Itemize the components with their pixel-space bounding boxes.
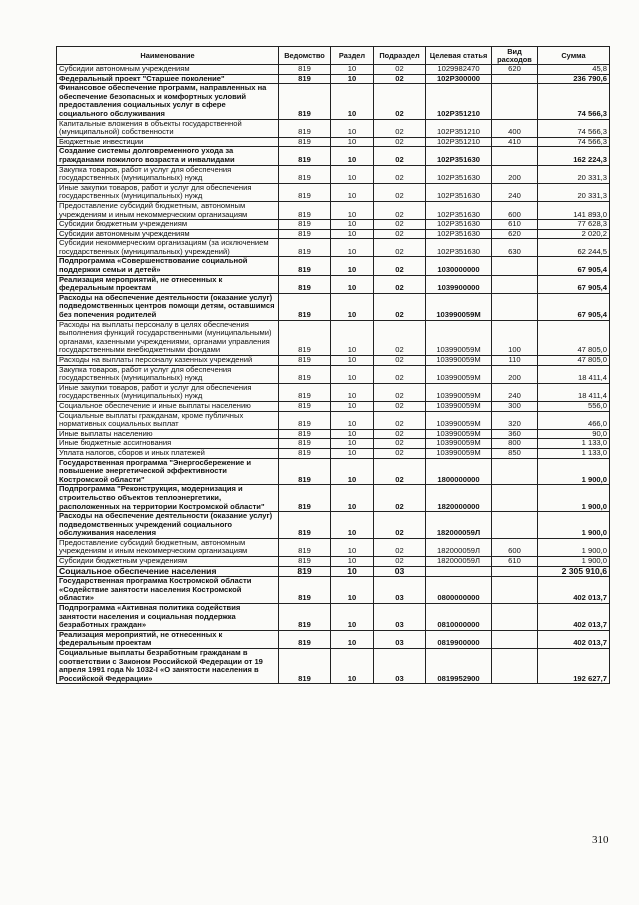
table-row bbox=[57, 239, 610, 257]
cell-celevaya-statya: 1800000000 bbox=[426, 458, 492, 485]
cell-podrazdel: 02 bbox=[374, 365, 426, 383]
cell-vedomstvo: 819 bbox=[279, 604, 331, 631]
cell-razdel: 10 bbox=[331, 119, 374, 137]
cell-summa: 67 905,4 bbox=[538, 275, 610, 293]
cell-razdel: 10 bbox=[331, 458, 374, 485]
cell-summa: 236 790,6 bbox=[538, 74, 610, 84]
cell-name: Государственная программа "Энергосбережение и повышение энергетической эффективности Костромской области" bbox=[57, 458, 279, 485]
cell-razdel: 10 bbox=[331, 239, 374, 257]
table-header-row bbox=[57, 47, 610, 65]
cell-vid-rashodov: 610 bbox=[492, 557, 538, 567]
cell-razdel: 10 bbox=[331, 649, 374, 684]
cell-name: Финансовое обеспечение программ, направленных на обеспечение безопасных и комфортных условий предоставления социальных услуг в сфере социального обслуживания bbox=[57, 84, 279, 119]
cell-name: Социальное обеспечение и иные выплаты населению bbox=[57, 401, 279, 411]
cell-vedomstvo: 819 bbox=[279, 439, 331, 449]
cell-razdel: 10 bbox=[331, 275, 374, 293]
table-row bbox=[57, 566, 610, 577]
cell-razdel: 10 bbox=[331, 229, 374, 239]
cell-summa: 2 305 910,6 bbox=[538, 566, 610, 577]
cell-vedomstvo: 819 bbox=[279, 538, 331, 556]
cell-vid-rashodov bbox=[492, 485, 538, 512]
cell-vid-rashodov: 100 bbox=[492, 320, 538, 355]
cell-podrazdel: 02 bbox=[374, 448, 426, 458]
cell-celevaya-statya: 0819900000 bbox=[426, 630, 492, 648]
cell-name: Предоставление субсидий бюджетным, автономным учреждениям и иным некоммерческим организациям bbox=[57, 201, 279, 219]
table-row bbox=[57, 84, 610, 119]
cell-razdel: 10 bbox=[331, 356, 374, 366]
cell-vid-rashodov: 110 bbox=[492, 356, 538, 366]
table-row bbox=[57, 275, 610, 293]
cell-summa: 1 900,0 bbox=[538, 557, 610, 567]
cell-name: Расходы на выплаты персоналу в целях обеспечения выполнения функций государственными (муниципальными) органами, казенными учреждениями, органами управления государственными внебюджетными фондами bbox=[57, 320, 279, 355]
cell-vid-rashodov bbox=[492, 84, 538, 119]
cell-summa: 1 900,0 bbox=[538, 485, 610, 512]
cell-podrazdel: 03 bbox=[374, 630, 426, 648]
cell-vedomstvo: 819 bbox=[279, 649, 331, 684]
cell-summa: 45,8 bbox=[538, 65, 610, 75]
cell-podrazdel: 03 bbox=[374, 649, 426, 684]
cell-vid-rashodov bbox=[492, 74, 538, 84]
cell-podrazdel: 02 bbox=[374, 183, 426, 201]
cell-celevaya-statya: 102P351630 bbox=[426, 201, 492, 219]
cell-razdel: 10 bbox=[331, 401, 374, 411]
cell-vedomstvo: 819 bbox=[279, 137, 331, 147]
cell-vid-rashodov: 320 bbox=[492, 411, 538, 429]
cell-celevaya-statya: 102P300000 bbox=[426, 74, 492, 84]
cell-celevaya-statya: 102P351210 bbox=[426, 137, 492, 147]
cell-razdel: 10 bbox=[331, 257, 374, 275]
cell-vedomstvo: 819 bbox=[279, 257, 331, 275]
cell-summa: 74 566,3 bbox=[538, 84, 610, 119]
cell-podrazdel: 02 bbox=[374, 401, 426, 411]
cell-celevaya-statya: 103990059М bbox=[426, 320, 492, 355]
cell-razdel: 10 bbox=[331, 74, 374, 84]
cell-razdel: 10 bbox=[331, 577, 374, 604]
cell-summa: 402 013,7 bbox=[538, 577, 610, 604]
cell-podrazdel: 02 bbox=[374, 411, 426, 429]
table-row bbox=[57, 165, 610, 183]
cell-celevaya-statya: 0819952900 bbox=[426, 649, 492, 684]
table-row bbox=[57, 320, 610, 355]
cell-razdel: 10 bbox=[331, 220, 374, 230]
cell-name: Подпрограмма «Совершенствование социальной поддержки семьи и детей» bbox=[57, 257, 279, 275]
table-row bbox=[57, 448, 610, 458]
cell-name: Государственная программа Костромской области «Содействие занятости населения Костромской области» bbox=[57, 577, 279, 604]
cell-celevaya-statya: 0800000000 bbox=[426, 577, 492, 604]
cell-vedomstvo: 819 bbox=[279, 577, 331, 604]
cell-celevaya-statya: 102P351210 bbox=[426, 84, 492, 119]
cell-summa: 1 900,0 bbox=[538, 538, 610, 556]
cell-podrazdel: 02 bbox=[374, 239, 426, 257]
cell-vid-rashodov bbox=[492, 147, 538, 165]
cell-vid-rashodov bbox=[492, 577, 538, 604]
cell-summa: 1 133,0 bbox=[538, 448, 610, 458]
cell-razdel: 10 bbox=[331, 201, 374, 219]
header-vid-rashodov: Вид расходов bbox=[492, 47, 538, 65]
cell-summa: 18 411,4 bbox=[538, 365, 610, 383]
header-podrazdel: Подраздел bbox=[374, 47, 426, 65]
cell-summa: 18 411,4 bbox=[538, 383, 610, 401]
cell-podrazdel: 02 bbox=[374, 201, 426, 219]
cell-vedomstvo: 819 bbox=[279, 201, 331, 219]
cell-summa: 1 900,0 bbox=[538, 512, 610, 539]
cell-vid-rashodov: 240 bbox=[492, 183, 538, 201]
cell-name: Федеральный проект "Старшее поколение" bbox=[57, 74, 279, 84]
cell-podrazdel: 02 bbox=[374, 147, 426, 165]
cell-vedomstvo: 819 bbox=[279, 229, 331, 239]
cell-podrazdel: 02 bbox=[374, 538, 426, 556]
cell-vedomstvo: 819 bbox=[279, 320, 331, 355]
cell-summa: 47 805,0 bbox=[538, 320, 610, 355]
cell-name: Закупка товаров, работ и услуг для обеспечения государственных (муниципальных) нужд bbox=[57, 365, 279, 383]
cell-name: Социальное обеспечение населения bbox=[57, 566, 279, 577]
cell-name: Социальные выплаты гражданам, кроме публичных нормативных социальных выплат bbox=[57, 411, 279, 429]
cell-vedomstvo: 819 bbox=[279, 74, 331, 84]
cell-summa: 1 900,0 bbox=[538, 458, 610, 485]
cell-podrazdel: 02 bbox=[374, 512, 426, 539]
cell-razdel: 10 bbox=[331, 320, 374, 355]
cell-summa: 20 331,3 bbox=[538, 183, 610, 201]
cell-name: Расходы на обеспечение деятельности (оказание услуг) подведомственных центров помощи детям, оставшимся без попечения родителей bbox=[57, 293, 279, 320]
budget-table bbox=[56, 46, 610, 684]
table-row bbox=[57, 257, 610, 275]
cell-razdel: 10 bbox=[331, 566, 374, 577]
cell-vedomstvo: 819 bbox=[279, 365, 331, 383]
cell-podrazdel: 02 bbox=[374, 137, 426, 147]
cell-celevaya-statya: 103990059М bbox=[426, 401, 492, 411]
cell-name: Закупка товаров, работ и услуг для обеспечения государственных (муниципальных) нужд bbox=[57, 165, 279, 183]
cell-celevaya-statya: 1030000000 bbox=[426, 257, 492, 275]
cell-razdel: 10 bbox=[331, 439, 374, 449]
header-name: Наименование bbox=[57, 47, 279, 65]
cell-vedomstvo: 819 bbox=[279, 411, 331, 429]
table-row bbox=[57, 411, 610, 429]
table-row bbox=[57, 577, 610, 604]
cell-podrazdel: 02 bbox=[374, 485, 426, 512]
cell-celevaya-statya: 182000059Л bbox=[426, 512, 492, 539]
table-row bbox=[57, 201, 610, 219]
cell-summa: 556,0 bbox=[538, 401, 610, 411]
cell-summa: 466,0 bbox=[538, 411, 610, 429]
cell-vid-rashodov: 850 bbox=[492, 448, 538, 458]
cell-celevaya-statya: 103990059М bbox=[426, 411, 492, 429]
cell-name: Иные закупки товаров, работ и услуг для обеспечения государственных (муниципальных) нужд bbox=[57, 183, 279, 201]
cell-name: Социальные выплаты безработным гражданам в соответствии с Законом Российской Федерации от 19 апреля 1991 года № 1032-I «О занятости населения в Российской Федерации» bbox=[57, 649, 279, 684]
cell-podrazdel: 02 bbox=[374, 429, 426, 439]
cell-summa: 90,0 bbox=[538, 429, 610, 439]
table-row bbox=[57, 356, 610, 366]
cell-celevaya-statya: 103990059М bbox=[426, 293, 492, 320]
cell-razdel: 10 bbox=[331, 630, 374, 648]
cell-summa: 20 331,3 bbox=[538, 165, 610, 183]
table-row bbox=[57, 365, 610, 383]
cell-vid-rashodov bbox=[492, 604, 538, 631]
cell-vid-rashodov: 300 bbox=[492, 401, 538, 411]
cell-podrazdel: 02 bbox=[374, 229, 426, 239]
cell-celevaya-statya: 103990059М bbox=[426, 365, 492, 383]
cell-podrazdel: 02 bbox=[374, 356, 426, 366]
table-row bbox=[57, 630, 610, 648]
cell-vid-rashodov bbox=[492, 257, 538, 275]
cell-celevaya-statya: 103990059М bbox=[426, 448, 492, 458]
table-row bbox=[57, 183, 610, 201]
cell-podrazdel: 02 bbox=[374, 84, 426, 119]
cell-vedomstvo: 819 bbox=[279, 566, 331, 577]
cell-vedomstvo: 819 bbox=[279, 84, 331, 119]
cell-vedomstvo: 819 bbox=[279, 165, 331, 183]
cell-razdel: 10 bbox=[331, 448, 374, 458]
header-razdel: Раздел bbox=[331, 47, 374, 65]
cell-razdel: 10 bbox=[331, 293, 374, 320]
cell-name: Иные закупки товаров, работ и услуг для обеспечения государственных (муниципальных) нужд bbox=[57, 383, 279, 401]
cell-razdel: 10 bbox=[331, 538, 374, 556]
cell-vedomstvo: 819 bbox=[279, 147, 331, 165]
cell-vedomstvo: 819 bbox=[279, 512, 331, 539]
header-vedomstvo: Ведомство bbox=[279, 47, 331, 65]
cell-summa: 77 628,3 bbox=[538, 220, 610, 230]
cell-podrazdel: 02 bbox=[374, 74, 426, 84]
cell-vedomstvo: 819 bbox=[279, 183, 331, 201]
cell-razdel: 10 bbox=[331, 383, 374, 401]
cell-summa: 74 566,3 bbox=[538, 119, 610, 137]
cell-name: Иные выплаты населению bbox=[57, 429, 279, 439]
table-row bbox=[57, 538, 610, 556]
cell-razdel: 10 bbox=[331, 84, 374, 119]
cell-name: Субсидии бюджетным учреждениям bbox=[57, 220, 279, 230]
cell-vid-rashodov: 600 bbox=[492, 201, 538, 219]
cell-vedomstvo: 819 bbox=[279, 401, 331, 411]
cell-vid-rashodov bbox=[492, 275, 538, 293]
cell-name: Субсидии бюджетным учреждениям bbox=[57, 557, 279, 567]
cell-vid-rashodov: 630 bbox=[492, 239, 538, 257]
cell-name: Расходы на выплаты персоналу казенных учреждений bbox=[57, 356, 279, 366]
cell-vedomstvo: 819 bbox=[279, 293, 331, 320]
cell-podrazdel: 02 bbox=[374, 65, 426, 75]
table-row bbox=[57, 220, 610, 230]
cell-razdel: 10 bbox=[331, 557, 374, 567]
cell-summa: 74 566,3 bbox=[538, 137, 610, 147]
cell-name: Реализация мероприятий, не отнесенных к федеральным проектам bbox=[57, 275, 279, 293]
table-body bbox=[57, 65, 610, 684]
cell-name: Расходы на обеспечение деятельности (оказание услуг) подведомственных учреждений социального обслуживания населения bbox=[57, 512, 279, 539]
table-row bbox=[57, 293, 610, 320]
cell-podrazdel: 02 bbox=[374, 275, 426, 293]
cell-vid-rashodov bbox=[492, 458, 538, 485]
cell-name: Субсидии автономным учреждениям bbox=[57, 65, 279, 75]
cell-vid-rashodov bbox=[492, 630, 538, 648]
cell-podrazdel: 02 bbox=[374, 320, 426, 355]
cell-razdel: 10 bbox=[331, 512, 374, 539]
header-summa: Сумма bbox=[538, 47, 610, 65]
cell-razdel: 10 bbox=[331, 411, 374, 429]
cell-podrazdel: 03 bbox=[374, 566, 426, 577]
cell-name: Капитальные вложения в объекты государственной (муниципальной) собственности bbox=[57, 119, 279, 137]
cell-razdel: 10 bbox=[331, 485, 374, 512]
cell-podrazdel: 03 bbox=[374, 604, 426, 631]
cell-vid-rashodov: 620 bbox=[492, 65, 538, 75]
table-row bbox=[57, 147, 610, 165]
cell-vedomstvo: 819 bbox=[279, 630, 331, 648]
cell-summa: 162 224,3 bbox=[538, 147, 610, 165]
table-row bbox=[57, 439, 610, 449]
cell-podrazdel: 02 bbox=[374, 439, 426, 449]
cell-celevaya-statya: 182000059Л bbox=[426, 538, 492, 556]
cell-name: Подпрограмма «Активная политика содействия занятости населения и социальная поддержка безработных граждан» bbox=[57, 604, 279, 631]
cell-vid-rashodov bbox=[492, 512, 538, 539]
cell-podrazdel: 02 bbox=[374, 119, 426, 137]
cell-celevaya-statya: 1820000000 bbox=[426, 485, 492, 512]
cell-celevaya-statya: 102P351210 bbox=[426, 119, 492, 137]
cell-razdel: 10 bbox=[331, 429, 374, 439]
cell-name: Реализация мероприятий, не отнесенных к федеральным проектам bbox=[57, 630, 279, 648]
cell-vedomstvo: 819 bbox=[279, 119, 331, 137]
cell-vid-rashodov bbox=[492, 293, 538, 320]
cell-podrazdel: 03 bbox=[374, 577, 426, 604]
table-row bbox=[57, 485, 610, 512]
cell-vedomstvo: 819 bbox=[279, 485, 331, 512]
cell-vid-rashodov: 610 bbox=[492, 220, 538, 230]
cell-name: Уплата налогов, сборов и иных платежей bbox=[57, 448, 279, 458]
cell-podrazdel: 02 bbox=[374, 293, 426, 320]
cell-vedomstvo: 819 bbox=[279, 429, 331, 439]
cell-vid-rashodov: 360 bbox=[492, 429, 538, 439]
cell-name: Иные бюджетные ассигнования bbox=[57, 439, 279, 449]
cell-vedomstvo: 819 bbox=[279, 356, 331, 366]
table-row bbox=[57, 458, 610, 485]
cell-vid-rashodov: 410 bbox=[492, 137, 538, 147]
cell-vid-rashodov: 200 bbox=[492, 165, 538, 183]
cell-celevaya-statya: 102P351630 bbox=[426, 239, 492, 257]
cell-celevaya-statya: 102P351630 bbox=[426, 147, 492, 165]
table-row bbox=[57, 649, 610, 684]
table-row bbox=[57, 604, 610, 631]
cell-razdel: 10 bbox=[331, 365, 374, 383]
cell-summa: 402 013,7 bbox=[538, 604, 610, 631]
cell-podrazdel: 02 bbox=[374, 458, 426, 485]
cell-vid-rashodov: 600 bbox=[492, 538, 538, 556]
cell-vedomstvo: 819 bbox=[279, 65, 331, 75]
cell-name: Предоставление субсидий бюджетным, автономным учреждениям и иным некоммерческим организациям bbox=[57, 538, 279, 556]
cell-vedomstvo: 819 bbox=[279, 383, 331, 401]
cell-celevaya-statya: 103990059М bbox=[426, 383, 492, 401]
cell-vedomstvo: 819 bbox=[279, 557, 331, 567]
cell-celevaya-statya: 102P351630 bbox=[426, 165, 492, 183]
cell-celevaya-statya: 103990059М bbox=[426, 439, 492, 449]
table-row bbox=[57, 65, 610, 75]
header-celevaya-statya: Целевая статья bbox=[426, 47, 492, 65]
cell-podrazdel: 02 bbox=[374, 165, 426, 183]
cell-podrazdel: 02 bbox=[374, 220, 426, 230]
cell-razdel: 10 bbox=[331, 137, 374, 147]
cell-podrazdel: 02 bbox=[374, 383, 426, 401]
cell-name: Субсидии некоммерческим организациям (за исключением государственных (муниципальных) учреждений) bbox=[57, 239, 279, 257]
cell-celevaya-statya: 102P351630 bbox=[426, 229, 492, 239]
cell-celevaya-statya: 103990059М bbox=[426, 429, 492, 439]
cell-vid-rashodov: 620 bbox=[492, 229, 538, 239]
table-row bbox=[57, 512, 610, 539]
cell-summa: 402 013,7 bbox=[538, 630, 610, 648]
cell-razdel: 10 bbox=[331, 183, 374, 201]
cell-name: Подпрограмма "Реконструкция, модернизация и строительство объектов теплоэнергетики, расположенных на территории Костромской области" bbox=[57, 485, 279, 512]
cell-podrazdel: 02 bbox=[374, 557, 426, 567]
cell-razdel: 10 bbox=[331, 147, 374, 165]
cell-celevaya-statya bbox=[426, 566, 492, 577]
cell-vedomstvo: 819 bbox=[279, 458, 331, 485]
cell-name: Создание системы долговременного ухода за гражданами пожилого возраста и инвалидами bbox=[57, 147, 279, 165]
cell-razdel: 10 bbox=[331, 65, 374, 75]
cell-name: Бюджетные инвестиции bbox=[57, 137, 279, 147]
cell-podrazdel: 02 bbox=[374, 257, 426, 275]
cell-summa: 192 627,7 bbox=[538, 649, 610, 684]
cell-summa: 67 905,4 bbox=[538, 257, 610, 275]
cell-celevaya-statya: 1039900000 bbox=[426, 275, 492, 293]
cell-celevaya-statya: 0810000000 bbox=[426, 604, 492, 631]
cell-celevaya-statya: 102P351630 bbox=[426, 183, 492, 201]
cell-celevaya-statya: 103990059М bbox=[426, 356, 492, 366]
cell-vedomstvo: 819 bbox=[279, 239, 331, 257]
cell-summa: 67 905,4 bbox=[538, 293, 610, 320]
table-row bbox=[57, 383, 610, 401]
table-row bbox=[57, 557, 610, 567]
table-row bbox=[57, 119, 610, 137]
cell-vedomstvo: 819 bbox=[279, 448, 331, 458]
cell-vid-rashodov bbox=[492, 649, 538, 684]
cell-summa: 2 020,2 bbox=[538, 229, 610, 239]
cell-summa: 141 893,0 bbox=[538, 201, 610, 219]
cell-summa: 62 244,5 bbox=[538, 239, 610, 257]
cell-razdel: 10 bbox=[331, 604, 374, 631]
cell-vedomstvo: 819 bbox=[279, 275, 331, 293]
cell-vid-rashodov: 240 bbox=[492, 383, 538, 401]
cell-vid-rashodov: 800 bbox=[492, 439, 538, 449]
table-row bbox=[57, 401, 610, 411]
page-number: 310 bbox=[592, 834, 609, 846]
cell-vedomstvo: 819 bbox=[279, 220, 331, 230]
cell-summa: 47 805,0 bbox=[538, 356, 610, 366]
cell-vid-rashodov bbox=[492, 566, 538, 577]
cell-celevaya-statya: 102P351630 bbox=[426, 220, 492, 230]
cell-summa: 1 133,0 bbox=[538, 439, 610, 449]
cell-name: Субсидии автономным учреждениям bbox=[57, 229, 279, 239]
cell-celevaya-statya: 182000059Л bbox=[426, 557, 492, 567]
cell-vid-rashodov: 200 bbox=[492, 365, 538, 383]
cell-celevaya-statya: 1029982470 bbox=[426, 65, 492, 75]
cell-razdel: 10 bbox=[331, 165, 374, 183]
cell-vid-rashodov: 400 bbox=[492, 119, 538, 137]
